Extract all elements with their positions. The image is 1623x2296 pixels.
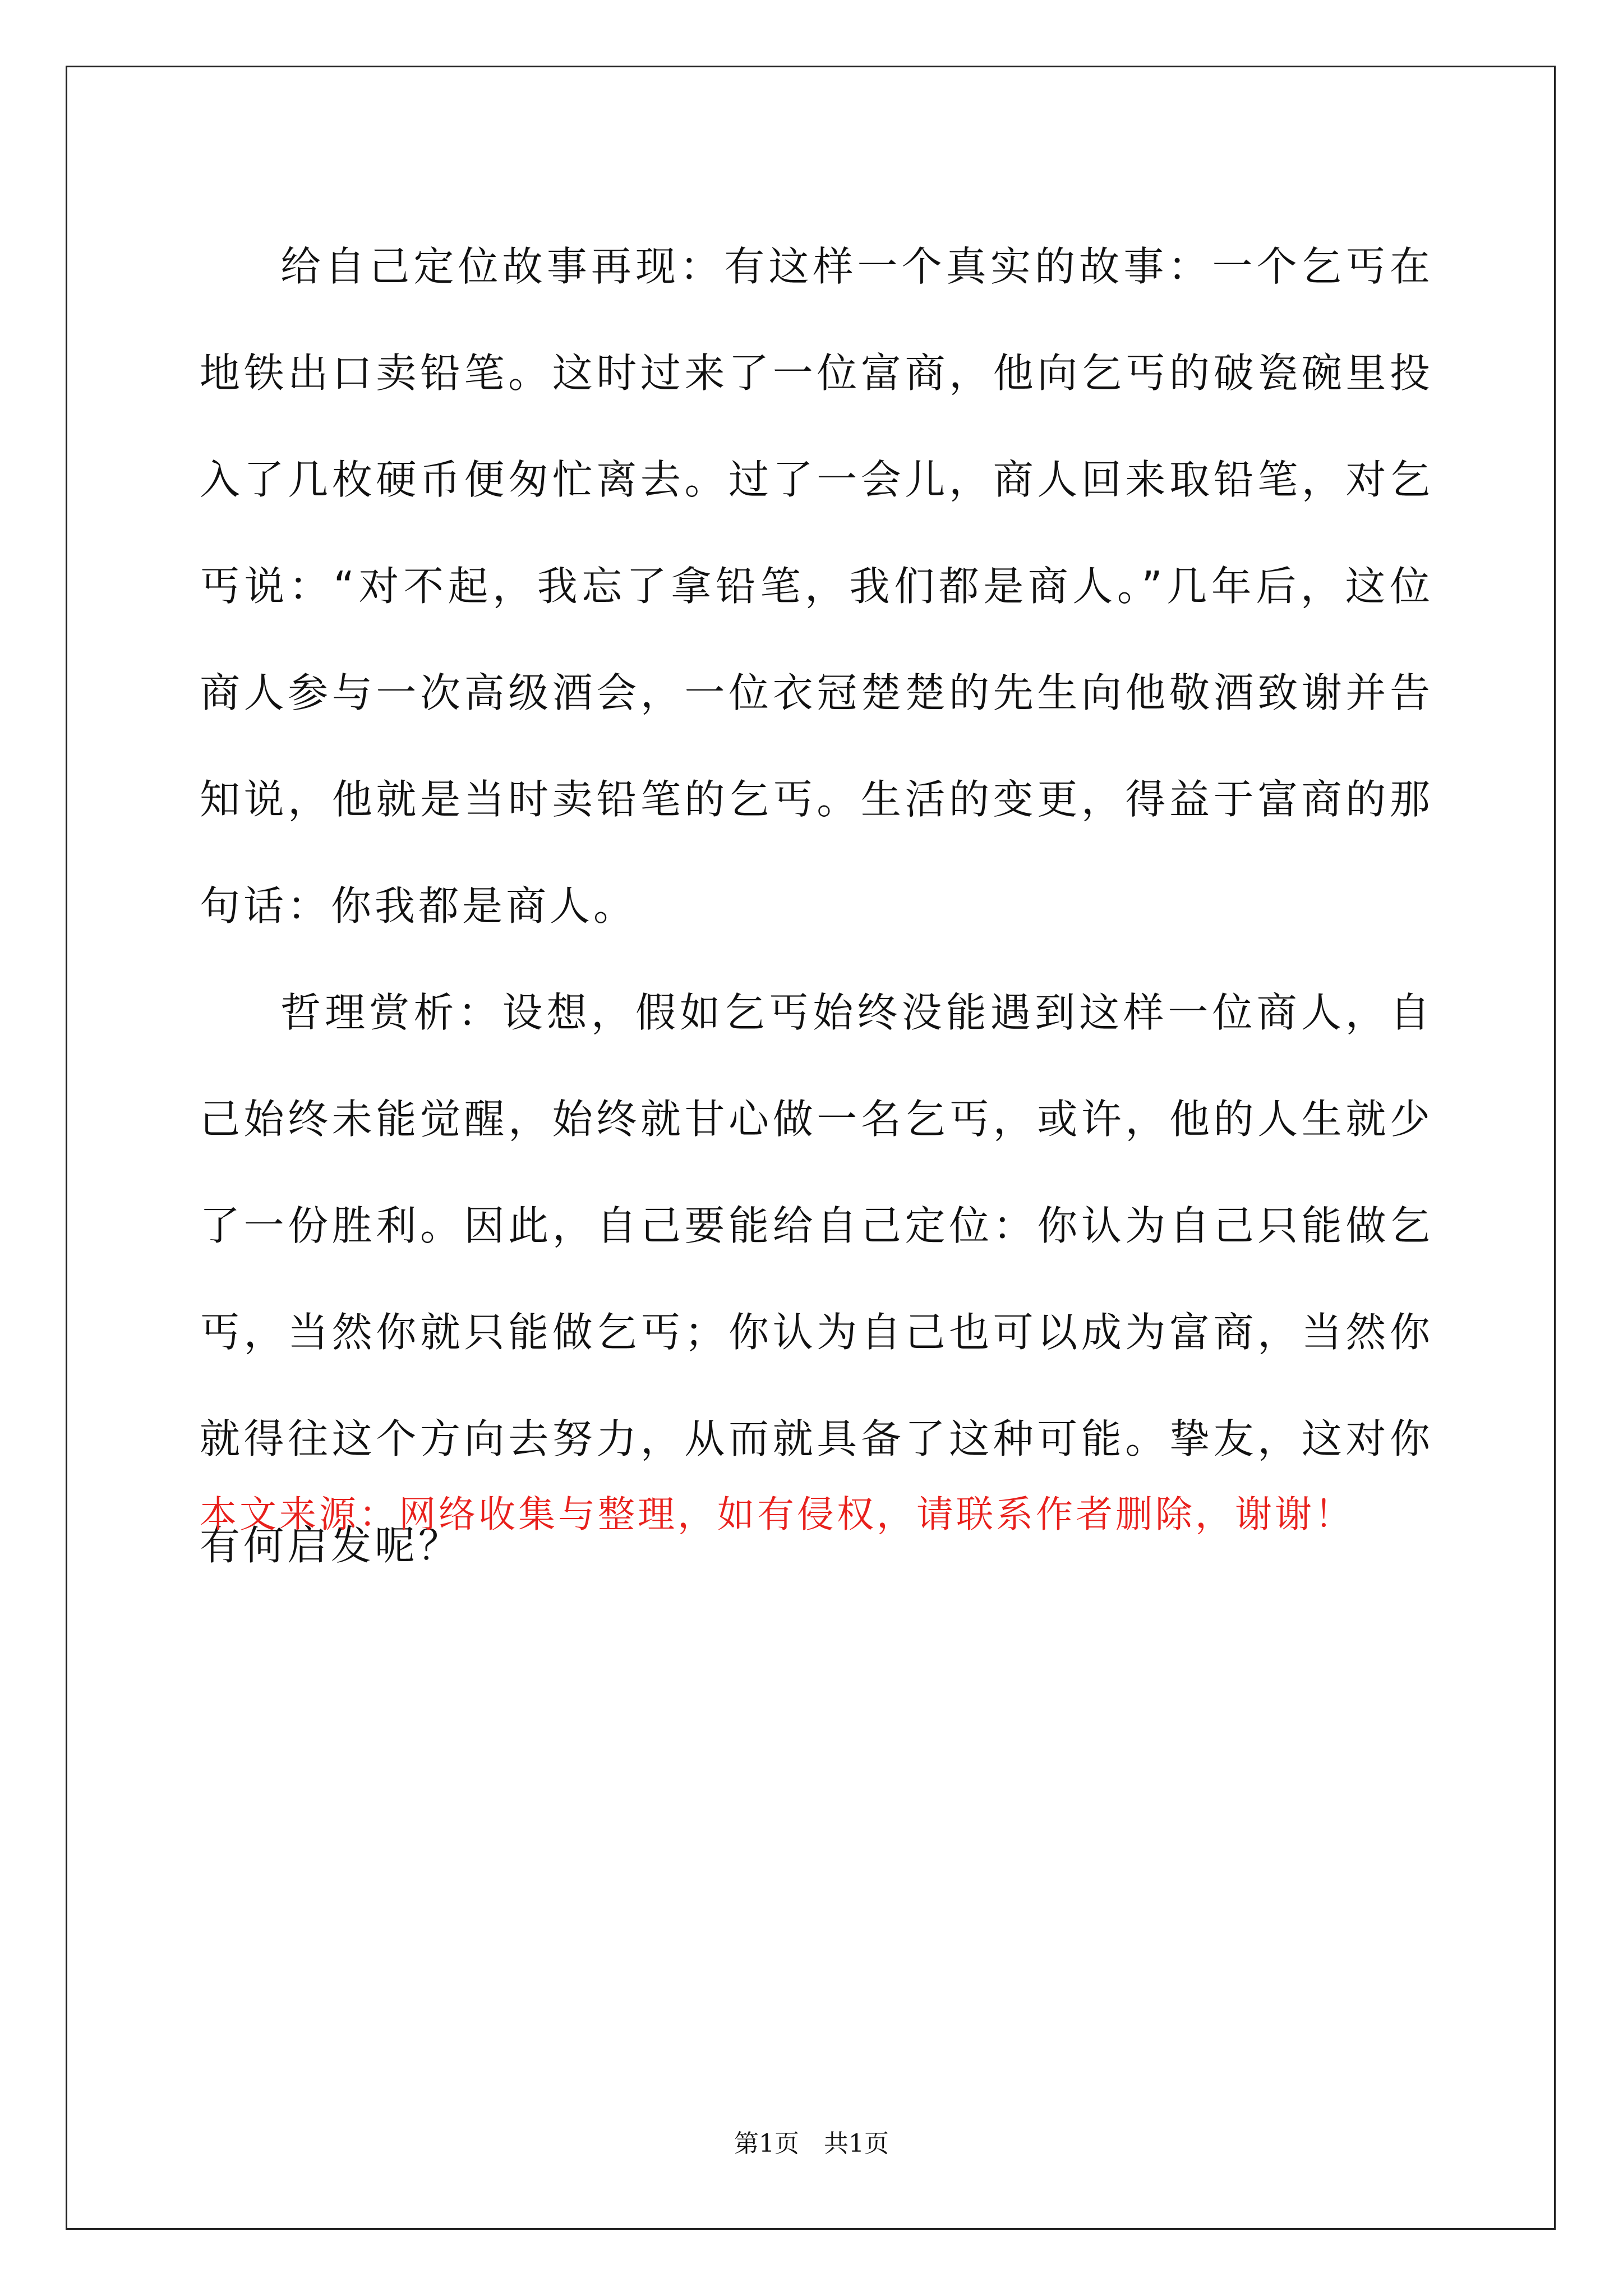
page-footer: 第1页 共1页: [734, 2129, 889, 2158]
source-note: 本文来源：网络收集与整理，如有侵权，请联系作者删除，谢谢！: [200, 1493, 1354, 1536]
analysis-paragraph: 哲理赏析：设想，假如乞丐始终没能遇到这样一位商人，自己始终未能觉醒，始终就甘心做一名乞丐，或许，他的人生就少了一份胜利。因此，自己要能给自己定位：你认为自己只能做乞丐，当然你就只能做乞丐；你认为自己也可以成为富商，当然你就得往这个方向去努力，从而就具备了这种可能。挚友，这对你有何启发呢？: [200, 989, 1433, 1569]
story-paragraph: 给自己定位故事再现：有这样一个真实的故事：一个乞丐在地铁出口卖铅笔。这时过来了一位富商，他向乞丐的破瓷碗里投入了几枚硬币便匆忙离去。过了一会儿，商人回来取铅笔，对乞丐说：“对不起，我忘了拿铅笔，我们都是商人。”几年后，这位商人参与一次高级酒会，一位衣冠楚楚的先生向他敬酒致谢并告知说，他就是当时卖铅笔的乞丐。生活的变更，得益于富商的那句话：你我都是商人。: [200, 243, 1433, 930]
article-body: [200, 213, 1433, 1599]
